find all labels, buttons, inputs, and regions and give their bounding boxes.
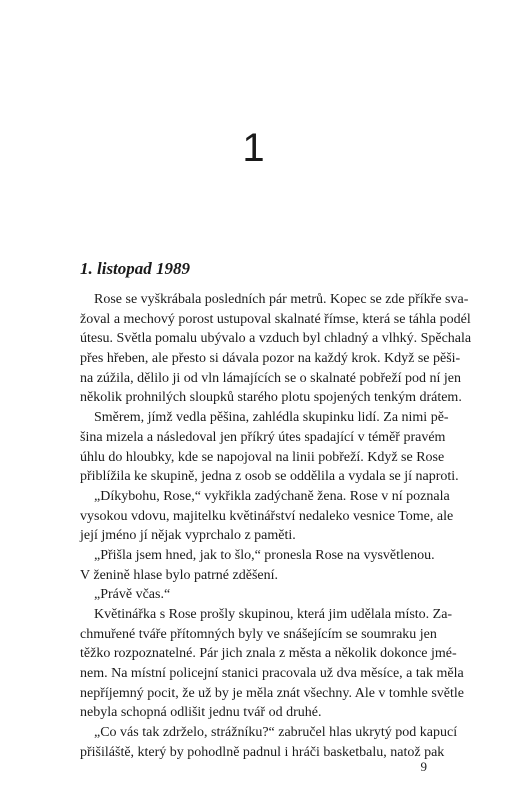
text-line: nepříjemný pocit, že už by je měla znát všechny. Ale v tomhle světle: [80, 685, 464, 701]
text-line: vysokou vdovu, majitelku květinářství nedaleko vesnice Tome, ale: [80, 508, 454, 524]
text-line: „Právě včas.“: [94, 587, 171, 603]
page-number: 9: [420, 759, 427, 774]
text-line: Květinářka s Rose prošly skupinou, která jim udělala místo. Za-: [94, 607, 453, 622]
text-line: přes hřeben, ale přesto si dávala pozor na každý krok. Když se pěši-: [80, 351, 461, 367]
text-line: šina mizela a následoval jen příkrý útes spadající v téměř pravém: [80, 429, 446, 445]
text-line: na zúžila, dělilo ji od vln lámajících se o skalnaté pobřeží pod ní jen: [80, 370, 461, 386]
text-line: její jméno jí nějak vyprchalo z paměti.: [80, 528, 296, 544]
text-line: „Přišla jsem hned, jak to šlo,“ pronesla Rose na vysvětlenou.: [94, 547, 435, 563]
chapter-number: 1: [242, 126, 265, 170]
text-line: nem. Na místní policejní stanici pracovala už dva měsíce, a tak měla: [80, 666, 464, 682]
text-line: těžko rozpoznatelné. Pár jich znala z města a několik dokonce jmé-: [80, 646, 457, 662]
text-line: „Díkybohu, Rose,“ vykřikla zadýchaně žena. Rose v ní poznala: [94, 488, 450, 504]
text-line: několik prohnilých sloupků starého plotu spojených tenkým drátem.: [80, 390, 462, 406]
section-heading-date: 1. listopad 1989: [80, 259, 191, 278]
text-line: přišiláště, který by pohodlně padnul i hráči basketbalu, natož pak: [80, 744, 445, 760]
text-line: úhlu do hloubky, kde se napojoval na linii pobřeží. Když se Rose: [80, 449, 445, 465]
text-line: Směrem, jímž vedla pěšina, zahlédla skupinku lidí. Za nimi pě-: [94, 410, 449, 426]
body-text: [80, 290, 472, 763]
text-line: přiblížila ke skupině, jedna z osob se oddělila a vydala se jí naproti.: [80, 469, 459, 485]
text-line: nebyla schopná odlišit jednu tvář od druhé.: [80, 705, 322, 721]
text-line: „Co vás tak zdrželo, strážníku?“ zabručel hlas ukrytý pod kapucí: [94, 725, 458, 741]
text-line: útesu. Světla pomalu ubývalo a vzduch byl chladný a vlhký. Spěchala: [80, 331, 472, 347]
text-line: V ženině hlase bylo patrné zděšení.: [80, 567, 279, 583]
text-line: Rose se vyškrábala posledních pár metrů. Kopec se zde příkře sva-: [94, 292, 469, 307]
text-line: žoval a mechový porost ustupoval skalnaté římse, která se táhla podél: [80, 311, 471, 327]
text-line: chmuřené tváře přítomných byly ve snášejícím se soumraku jen: [80, 626, 437, 642]
